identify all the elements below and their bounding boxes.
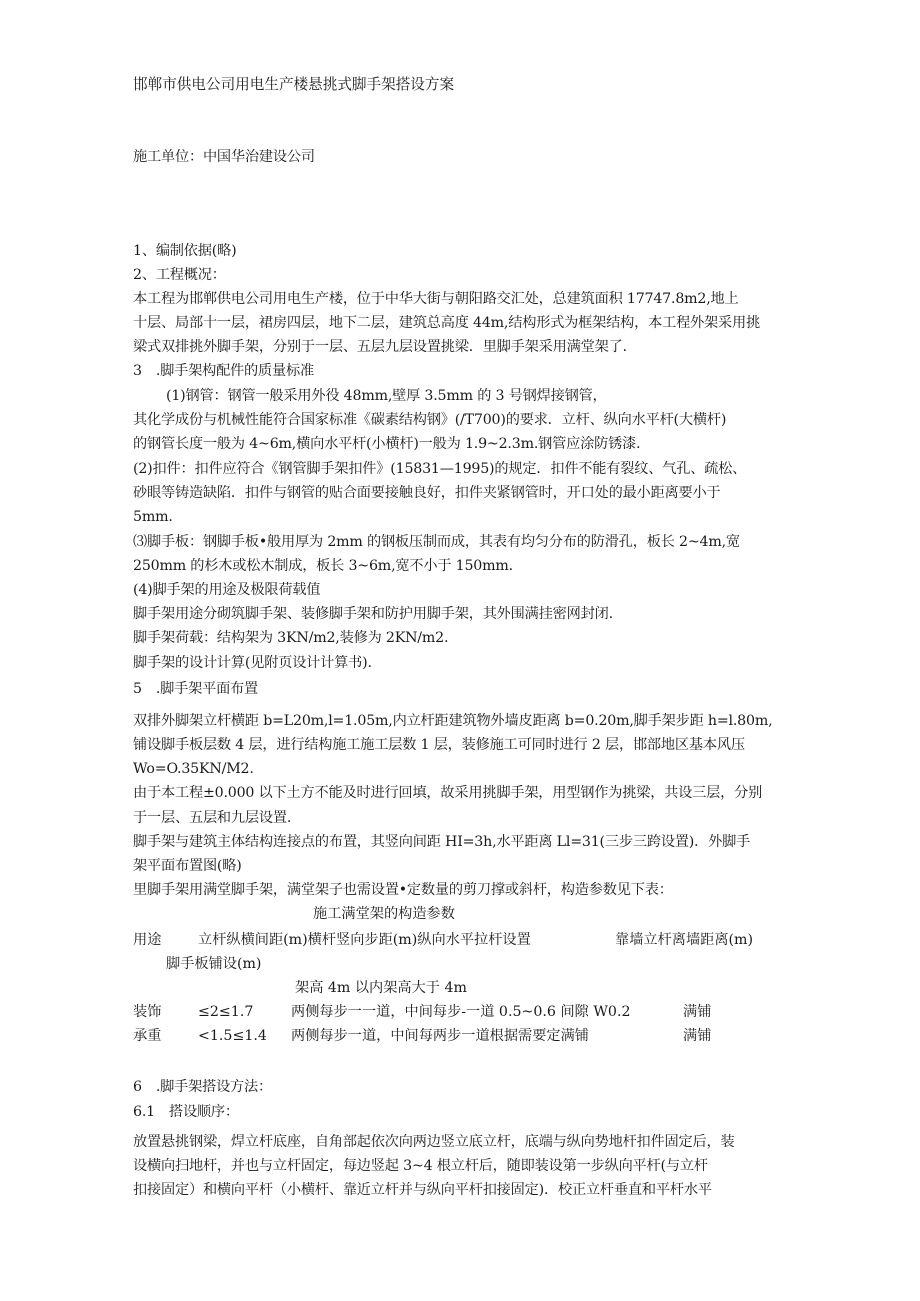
layout-line-2: 铺设脚手板层数 4 层，进行结构施工施工层数 1 层，装修施工可同时进行 2 层，邯部地区基本风压 — [133, 737, 745, 753]
section-6-heading: 6 .脚手架搭设方法： — [133, 1079, 273, 1095]
section-3-heading: 3 .脚手架构配件的质量标准 — [133, 363, 314, 379]
fastener-line-1: (2)扣件：扣件应符合《钢管脚手架扣件》(15831—1995)的规定．扣件不能有裂纹、气孔、疏松、 — [133, 461, 747, 477]
steel-pipe-line-1: (1)钢管：钢管一般采用外役 48mm,壁厚 3.5mm 的 3 号钢焊接钢管， — [166, 388, 607, 404]
board-line-2: 250mm 的杉木或松木制成，板长 3~6m,宽不小于 150mm. — [133, 558, 513, 574]
table-subheader: 架高 4m 以内架高大于 4m — [295, 980, 467, 996]
table-header-wall: 靠墙立杆离墙距离(m) — [615, 932, 754, 948]
fastener-line-3: 5mm. — [133, 509, 173, 525]
layout-line-3: Wo=O.35KN/M2. — [133, 761, 254, 777]
board-line-1: ⑶脚手板：钢脚手板•般用厚为 2mm 的钢板压制而成，其表有均匀分布的防滑孔，板长 2~4m,宽 — [133, 534, 740, 550]
design-calc-line: 脚手架的设计计算(见附页设计计算书). — [133, 655, 372, 671]
method-line-1: 放置悬挑钢梁，焊立杆底座，自角部起依次向两边竖立底立杆，底端与纵向势地杆扣件固定后，装 — [133, 1134, 735, 1150]
layout-line-8: 里脚手架用满堂脚手架，满堂架子也需设置•定数量的剪刀撑或斜杆，构造参数见下表： — [133, 882, 673, 898]
section-2-heading: 2、工程概况： — [133, 267, 226, 283]
usage-heading: (4)脚手架的用途及极限荷载值 — [133, 582, 321, 598]
layout-line-6: 脚手架与建筑主体结构连接点的布置，其竖向间距 HI=3h,水平距离 Ll=31(三步三跨设置)．外脚手 — [133, 834, 751, 850]
construction-unit: 施工单位：中国华治建设公司 — [133, 149, 315, 165]
layout-line-5: 于一层、五层和九层设置. — [133, 810, 292, 826]
table-header-board: 脚手板铺设(m) — [166, 956, 262, 972]
load-line: 脚手架荷载：结构架为 3KN/m2,装修为 2KN/m2. — [133, 630, 449, 646]
table-header-columns: 立杆纵横间距(m)横杆竖向步距(m)纵向水平拉杆设置 — [198, 932, 531, 948]
section-1-heading: 1、编制依据(略) — [133, 243, 237, 259]
fastener-line-2: 砂眼等铸造缺陷．扣件与钢管的贴合面要接触良好，扣件夹紧钢管时，开口处的最小距离要小于 — [133, 485, 721, 501]
table-row-1-desc: 两侧每步一一道，中间每步-一道 0.5~0.6 间隙 W0.2 — [291, 1004, 631, 1020]
table-row-1-spacing: ≤2≤1.7 — [198, 1004, 254, 1020]
steel-pipe-line-3: 的钢管长度一般为 4~6m,横向水平杆(小横杆)一般为 1.9~2.3m.钢管应涂防锈漆. — [133, 436, 641, 452]
table-row-2-desc: 两侧每步一道，中间每两步一道根据需要定满铺 — [291, 1028, 589, 1044]
layout-line-4: 由于本工程±0.000 以下土方不能及时进行回填，故采用挑脚手架，用型钢作为挑梁，共设三层，分别 — [133, 785, 763, 801]
steel-pipe-line-2: 其化学成份与机械性能符合国家标准《碳素结构钢》(/T700)的要求．立杆、纵向水平杆(大横杆) — [133, 412, 727, 428]
table-row-2-spacing: <1.5≤1.4 — [198, 1028, 267, 1044]
layout-line-1: 双排外脚架立杆横距 b=L20m,l=1.05m,内立杆距建筑物外墙皮距离 b=0.20m,脚手架步距 h=l.80m, — [133, 713, 773, 729]
table-row-2-board: 满铺 — [683, 1028, 712, 1044]
usage-line: 脚手架用途分砌筑脚手架、装修脚手架和防护用脚手架，其外围满挂密网封闭. — [133, 606, 613, 622]
overview-line-1: 本工程为邯郸供电公司用电生产楼，位于中华大街与朝阳路交汇处，总建筑面积 17747.8m2,地上 — [133, 291, 739, 307]
table-row-1-use: 装饰 — [133, 1004, 162, 1020]
doc-title: 邯郸市供电公司用电生产楼悬挑式脚手架搭设方案 — [133, 76, 455, 93]
overview-line-3: 梁式双排挑外脚手架，分别于一层、五层九层设置挑梁．里脚手架采用满堂架了． — [133, 339, 637, 355]
overview-line-2: 十层、局部十一层，裙房四层，地下二层，建筑总高度 44m,结构形式为框架结构，本工程外架采用挑 — [133, 315, 761, 331]
table-header-use: 用途 — [133, 932, 162, 948]
section-6-1-heading: 6.1 搭设顺序： — [133, 1104, 239, 1120]
table-title: 施工满堂架的构造参数 — [313, 906, 455, 922]
section-5-heading: 5 .脚手架平面布置 — [133, 681, 259, 697]
table-row-2-use: 承重 — [133, 1028, 162, 1044]
method-line-3: 扣接固定）和横向平杆（小横杆、靠近立杆并与纵向平杆扣接固定)．校正立杆垂直和平杆水平 — [133, 1182, 712, 1198]
table-row-1-board: 满铺 — [683, 1004, 712, 1020]
layout-line-7: 架平面布置图(略) — [133, 858, 242, 874]
method-line-2: 设横向扫地杆，并也与立杆固定，每边竖起 3~4 根立杆后，随即装设第一步纵向平杆(与立杆 — [133, 1158, 708, 1174]
